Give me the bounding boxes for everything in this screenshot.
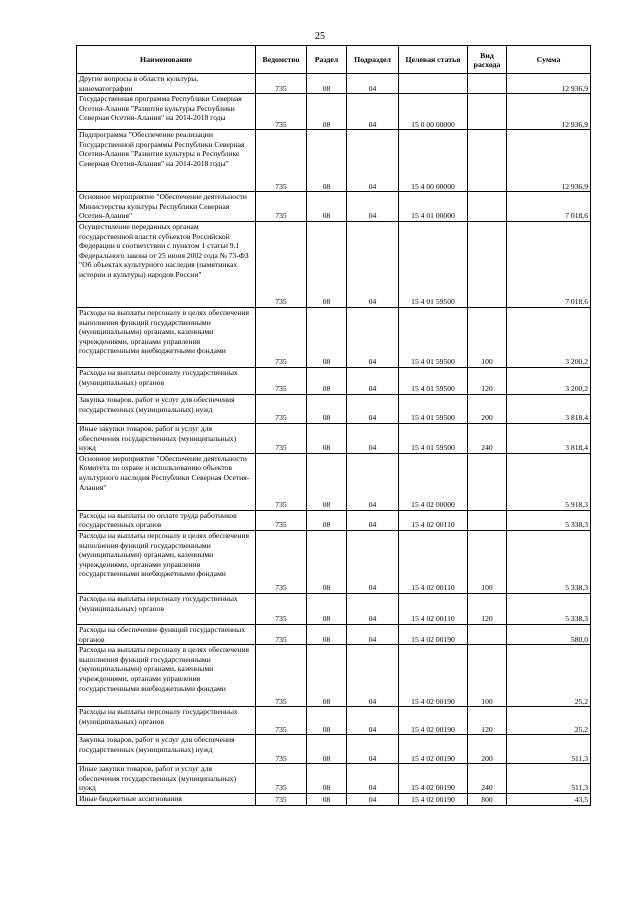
cell-dept: 735 bbox=[256, 593, 307, 624]
cell-subsection: 04 bbox=[347, 394, 399, 423]
cell-subsection: 04 bbox=[347, 624, 399, 644]
cell-section: 08 bbox=[307, 707, 347, 735]
cell-kind bbox=[468, 94, 507, 130]
cell-target: 15 4 01 59500 bbox=[399, 367, 468, 394]
table-row bbox=[77, 423, 591, 453]
cell-kind: 120 bbox=[468, 707, 507, 735]
cell-target: 15 4 01 59500 bbox=[399, 307, 468, 367]
cell-dept: 735 bbox=[256, 707, 307, 735]
budget-table bbox=[76, 45, 591, 806]
cell-dept: 735 bbox=[256, 735, 307, 764]
cell-target: 15 4 02 00110 bbox=[399, 530, 468, 593]
cell-target: 15 4 02 00190 bbox=[399, 764, 468, 794]
cell-sum: 25,2 bbox=[507, 707, 591, 735]
cell-section: 08 bbox=[307, 221, 347, 307]
cell-dept: 735 bbox=[256, 394, 307, 423]
cell-target: 15 4 02 00190 bbox=[399, 645, 468, 707]
cell-sum: 7 018,6 bbox=[507, 192, 591, 222]
cell-kind bbox=[468, 624, 507, 644]
cell-sum: 3 818,4 bbox=[507, 394, 591, 423]
cell-name: Основное мероприятие "Обеспечение деятельности Министерства культуры Республики Северная Осетия-Алания" bbox=[77, 192, 256, 222]
cell-kind: 240 bbox=[468, 764, 507, 794]
cell-name: Расходы на выплаты персоналу государственных (муниципальных) органов bbox=[77, 367, 256, 394]
cell-name: Закупка товаров, работ и услуг для обеспечения государственных (муниципальных) нужд bbox=[77, 735, 256, 764]
table-row bbox=[77, 764, 591, 794]
cell-subsection: 04 bbox=[347, 307, 399, 367]
header-subsection: Подраздел bbox=[347, 46, 399, 74]
cell-name: Иные бюджетные ассигнования bbox=[77, 793, 256, 805]
cell-name: Государственная программа Республики Северная Осетия-Алания "Развитие культуры Республики Северная Осетия-Алания" на 2014-2018 годы bbox=[77, 94, 256, 130]
cell-kind: 100 bbox=[468, 530, 507, 593]
table-row bbox=[77, 192, 591, 222]
cell-kind: 200 bbox=[468, 735, 507, 764]
cell-target: 15 4 02 00190 bbox=[399, 793, 468, 805]
cell-dept: 735 bbox=[256, 192, 307, 222]
table-row bbox=[77, 94, 591, 130]
cell-section: 08 bbox=[307, 624, 347, 644]
cell-sum: 3 818,4 bbox=[507, 423, 591, 453]
cell-target: 15 4 01 00000 bbox=[399, 192, 468, 222]
table-row bbox=[77, 593, 591, 624]
cell-target: 15 4 02 00110 bbox=[399, 593, 468, 624]
cell-subsection: 04 bbox=[347, 510, 399, 530]
cell-section: 08 bbox=[307, 423, 347, 453]
header-section: Раздел bbox=[307, 46, 347, 74]
cell-sum: 580,0 bbox=[507, 624, 591, 644]
table-body bbox=[77, 74, 591, 806]
cell-section: 08 bbox=[307, 764, 347, 794]
cell-kind: 120 bbox=[468, 593, 507, 624]
header-target: Целевая статья bbox=[399, 46, 468, 74]
cell-kind: 100 bbox=[468, 307, 507, 367]
cell-dept: 735 bbox=[256, 453, 307, 510]
cell-subsection: 04 bbox=[347, 764, 399, 794]
cell-section: 08 bbox=[307, 510, 347, 530]
cell-sum: 3 200,2 bbox=[507, 307, 591, 367]
table-row bbox=[77, 530, 591, 593]
cell-sum: 511,3 bbox=[507, 735, 591, 764]
cell-target: 15 4 02 00110 bbox=[399, 510, 468, 530]
cell-dept: 735 bbox=[256, 367, 307, 394]
header-sum: Сумма bbox=[507, 46, 591, 74]
cell-subsection: 04 bbox=[347, 367, 399, 394]
cell-subsection: 04 bbox=[347, 735, 399, 764]
cell-kind: 200 bbox=[468, 394, 507, 423]
page-number: 25 bbox=[315, 31, 325, 42]
cell-sum: 12 936,9 bbox=[507, 130, 591, 192]
table-row bbox=[77, 307, 591, 367]
cell-dept: 735 bbox=[256, 221, 307, 307]
cell-section: 08 bbox=[307, 645, 347, 707]
table-row bbox=[77, 793, 591, 805]
cell-subsection: 04 bbox=[347, 221, 399, 307]
table-row bbox=[77, 130, 591, 192]
cell-kind: 120 bbox=[468, 367, 507, 394]
cell-section: 08 bbox=[307, 793, 347, 805]
cell-sum: 7 018,6 bbox=[507, 221, 591, 307]
cell-name: Расходы на выплаты персоналу государственных (муниципальных) органов bbox=[77, 707, 256, 735]
cell-name: Расходы на выплаты по оплате труда работников государственных органов bbox=[77, 510, 256, 530]
cell-kind bbox=[468, 192, 507, 222]
cell-dept: 735 bbox=[256, 793, 307, 805]
table-header-row bbox=[77, 46, 591, 74]
cell-subsection: 04 bbox=[347, 593, 399, 624]
cell-section: 08 bbox=[307, 453, 347, 510]
table-row bbox=[77, 221, 591, 307]
table-row bbox=[77, 510, 591, 530]
cell-name: Иные закупки товаров, работ и услуг для обеспечения государственных (муниципальных) нужд bbox=[77, 423, 256, 453]
cell-dept: 735 bbox=[256, 423, 307, 453]
cell-dept: 735 bbox=[256, 74, 307, 94]
cell-kind: 240 bbox=[468, 423, 507, 453]
cell-section: 08 bbox=[307, 192, 347, 222]
cell-section: 08 bbox=[307, 735, 347, 764]
cell-dept: 735 bbox=[256, 624, 307, 644]
cell-target: 15 4 00 00000 bbox=[399, 130, 468, 192]
cell-target bbox=[399, 74, 468, 94]
table-row bbox=[77, 367, 591, 394]
cell-sum: 12 936,9 bbox=[507, 74, 591, 94]
cell-dept: 735 bbox=[256, 764, 307, 794]
cell-target: 15 4 01 59500 bbox=[399, 221, 468, 307]
cell-dept: 735 bbox=[256, 510, 307, 530]
cell-target: 15 4 01 59500 bbox=[399, 394, 468, 423]
cell-subsection: 04 bbox=[347, 645, 399, 707]
cell-kind bbox=[468, 453, 507, 510]
cell-subsection: 04 bbox=[347, 793, 399, 805]
cell-target: 15 4 02 00190 bbox=[399, 735, 468, 764]
cell-name: Иные закупки товаров, работ и услуг для обеспечения государственных (муниципальных) нужд bbox=[77, 764, 256, 794]
table-row bbox=[77, 645, 591, 707]
cell-dept: 735 bbox=[256, 130, 307, 192]
cell-name: Осуществление переданных органам государственной власти субъектов Российской Федерации в соответствии с пунктом 1 статьи 9.1 Федерального закона от 25 июня 2002 года № 73-ФЗ "Об объектах культурного наследия (памятниках истории и культуры) народов России" bbox=[77, 221, 256, 307]
cell-target: 15 4 02 00000 bbox=[399, 453, 468, 510]
cell-section: 08 bbox=[307, 394, 347, 423]
table-row bbox=[77, 707, 591, 735]
cell-section: 08 bbox=[307, 530, 347, 593]
cell-subsection: 04 bbox=[347, 707, 399, 735]
cell-dept: 735 bbox=[256, 645, 307, 707]
cell-section: 08 bbox=[307, 367, 347, 394]
cell-kind: 100 bbox=[468, 645, 507, 707]
cell-target: 15 4 02 00190 bbox=[399, 624, 468, 644]
table-row bbox=[77, 735, 591, 764]
cell-sum: 5 918,3 bbox=[507, 453, 591, 510]
cell-sum: 43,5 bbox=[507, 793, 591, 805]
cell-section: 08 bbox=[307, 74, 347, 94]
cell-target: 15 4 02 00190 bbox=[399, 707, 468, 735]
table-row bbox=[77, 624, 591, 644]
cell-name: Подпрограмма "Обеспечение реализации Государственной программы Республики Северная Осетия-Алания "Развитие культуры в Республике Северная Осетия-Алания" на 2014-2018 годы" bbox=[77, 130, 256, 192]
cell-section: 08 bbox=[307, 94, 347, 130]
cell-sum: 5 338,3 bbox=[507, 530, 591, 593]
cell-name: Расходы на выплаты персоналу в целях обеспечения выполнения функций государственными (муниципальными) органами, казенными учреждениями, органами управления государственными внебюджетными фондами bbox=[77, 307, 256, 367]
cell-name: Закупка товаров, работ и услуг для обеспечения государственных (муниципальных) нужд bbox=[77, 394, 256, 423]
cell-name: Расходы на выплаты персоналу в целях обеспечения выполнения функций государственными (муниципальными) органами, казенными учреждениями, органами управления государственными внебюджетными фондами bbox=[77, 645, 256, 707]
cell-target: 15 0 00 00000 bbox=[399, 94, 468, 130]
cell-sum: 25,2 bbox=[507, 645, 591, 707]
cell-name: Другие вопросы в области культуры, кинематографии bbox=[77, 74, 256, 94]
cell-section: 08 bbox=[307, 307, 347, 367]
cell-kind bbox=[468, 510, 507, 530]
header-name: Наименование bbox=[77, 46, 256, 74]
cell-sum: 511,3 bbox=[507, 764, 591, 794]
cell-subsection: 04 bbox=[347, 94, 399, 130]
table-row bbox=[77, 394, 591, 423]
table-row bbox=[77, 453, 591, 510]
cell-dept: 735 bbox=[256, 530, 307, 593]
cell-name: Расходы на обеспечение функций государственных органов bbox=[77, 624, 256, 644]
cell-sum: 5 338,3 bbox=[507, 593, 591, 624]
cell-subsection: 04 bbox=[347, 74, 399, 94]
cell-kind bbox=[468, 221, 507, 307]
header-kind: Вид расхода bbox=[468, 46, 507, 74]
cell-kind bbox=[468, 74, 507, 94]
cell-subsection: 04 bbox=[347, 453, 399, 510]
cell-target: 15 4 01 59500 bbox=[399, 423, 468, 453]
cell-dept: 735 bbox=[256, 307, 307, 367]
cell-section: 08 bbox=[307, 130, 347, 192]
cell-sum: 12 936,9 bbox=[507, 94, 591, 130]
cell-subsection: 04 bbox=[347, 192, 399, 222]
table-row bbox=[77, 74, 591, 94]
cell-kind: 800 bbox=[468, 793, 507, 805]
cell-dept: 735 bbox=[256, 94, 307, 130]
header-dept: Ведомство bbox=[256, 46, 307, 74]
cell-name: Основное мероприятие "Обеспечение деятельности Комитета по охране и использованию объектов культурного наследия Республики Северная Осетия-Алания" bbox=[77, 453, 256, 510]
cell-name: Расходы на выплаты персоналу в целях обеспечения выполнения функций государственными (муниципальными) органами, казенными учреждениями, органами управления государственными внебюджетными фондами bbox=[77, 530, 256, 593]
cell-section: 08 bbox=[307, 593, 347, 624]
cell-sum: 5 338,3 bbox=[507, 510, 591, 530]
cell-subsection: 04 bbox=[347, 530, 399, 593]
cell-name: Расходы на выплаты персоналу государственных (муниципальных) органов bbox=[77, 593, 256, 624]
cell-subsection: 04 bbox=[347, 130, 399, 192]
cell-kind bbox=[468, 130, 507, 192]
cell-sum: 3 200,2 bbox=[507, 367, 591, 394]
cell-subsection: 04 bbox=[347, 423, 399, 453]
